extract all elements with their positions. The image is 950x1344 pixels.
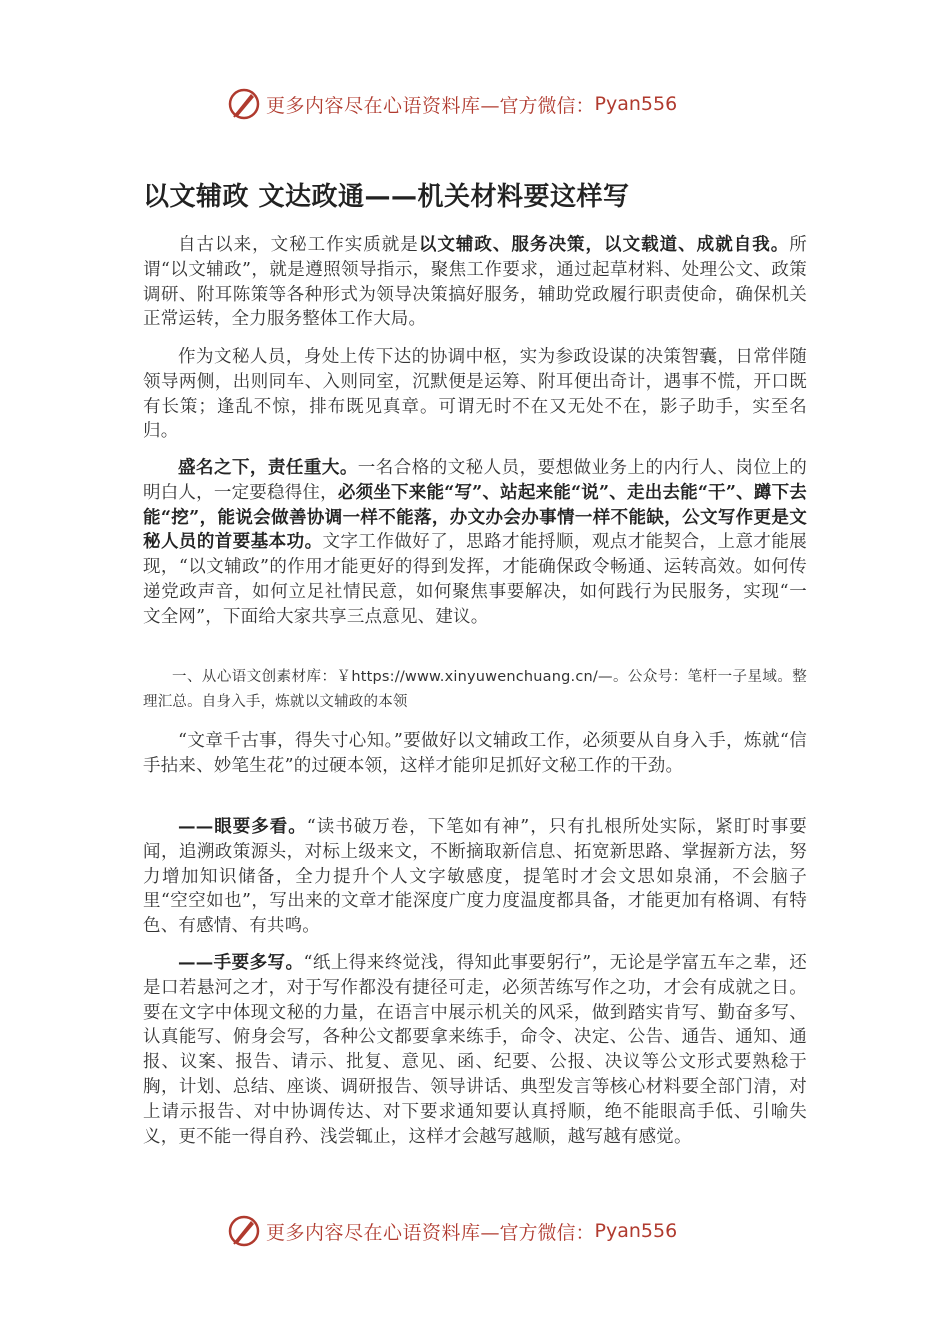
p3-text-1: 一名合格的文秘人员，要想做业务上的内行人、岗位上的明白人，一定要稳得住， xyxy=(143,458,808,503)
banner-text-tail: —官方微信： xyxy=(480,94,595,117)
banner-text-main: 更多内容尽在心语资料库 xyxy=(266,1221,481,1244)
paragraph-6 xyxy=(143,815,807,939)
p6-bold: ——眼要多看。 xyxy=(178,817,307,837)
paragraph-1 xyxy=(143,233,807,332)
p3-text-2: 文字工作做好了，思路才能捋顺，观点才能契合，上意才能展现，“以文辅政”的作用才能更好的得到发挥，才能确保政令畅通、运转高效。如何传递党政声音，如何立足社情民意，如何聚焦事要解决，如何践行为民服务，实现“一文全网”，下面给大家共享三点意见、建议。 xyxy=(143,532,807,627)
page-title: 以文辅政 文达政通——机关材料要这样写 xyxy=(143,182,630,212)
paragraph-2: 作为文秘人员，身处上传下达的协调中枢，实为参政设谋的决策智囊，日常伴随领导两侧，出则同车、入则同室，沉默便是运筹、附耳便出奇计，遇事不慌，开口既有长策；逢乱不惊，排布既见真章。可谓无时不在又无处不在，影子助手，实至名归。 xyxy=(143,347,807,442)
p4-text-1: 一、从心语文创素材库：￥ xyxy=(172,669,352,685)
header-banner xyxy=(226,84,726,124)
banner-wechat-id: Pyan556 xyxy=(594,93,678,115)
quill-circle-logo-icon xyxy=(226,86,262,122)
paragraph-7 xyxy=(143,951,807,1149)
p1-lead: 自古以来，文秘工作实质就是 xyxy=(178,235,419,255)
p7-bold: ——手要多写。 xyxy=(178,953,304,973)
p3-bold-1: 盛名之下，责任重大。 xyxy=(178,458,358,478)
p1-bold: 以文辅政、服务决策，以文载道、成就自我。 xyxy=(418,235,790,255)
footer-banner xyxy=(226,1211,726,1251)
p4-text-2: —。公众号：笔杆一子星域。整理汇总。自身入手，炼就以文辅政的本领 xyxy=(143,669,807,710)
p6-text: “读书破万卷，下笔如有神”，只有扎根所处实际，紧盯时事要闻，追溯政策源头，对标上级来文，不断摘取新信息、拓宽新思路、掌握新方法，努力增加知识储备，全力提升个人文字敏感度，提笔时才会文思如泉涌，不会脑子里“空空如也”，写出来的文章才能深度广度力度温度都具备，才能更加有格调、有特色、有感情、有共鸣。 xyxy=(143,817,807,937)
banner-text-main: 更多内容尽在心语资料库 xyxy=(266,94,481,117)
banner-wechat-id: Pyan556 xyxy=(594,1220,678,1242)
source-url-link[interactable]: https://www.xinyuwenchuang.cn/ xyxy=(351,669,599,685)
p1-rest: 所谓“以文辅政”，就是遵照领导指示，聚焦工作要求，通过起草材料、处理公文、政策调研、附耳陈策等各种形式为领导决策搞好服务，辅助党政履行职责使命，确保机关正常运转，全力服务整体工作大局。 xyxy=(143,235,807,330)
p3-bold-2: 必须坐下来能“写”、站起来能“说”、走出去能“干”、蹲下去能“挖”，能说会做善协调一样不能落，办文办会办事情一样不能缺，公文写作更是文秘人员的首要基本功。 xyxy=(143,482,807,553)
paragraph-3 xyxy=(143,456,807,630)
p7-text: “纸上得来终觉浅，得知此事要躬行”，无论是学富五车之辈，还是口若悬河之才，对于写作都没有捷径可走，必须苦练写作之功，才会有成就之日。要在文字中体现文秘的力量，在语言中展示机关的风采，做到踏实肯写、勤奋多写、认真能写、俯身会写，各种公文都要拿来练手，命令、决定、公告、通告、通知、通报、议案、报告、请示、批复、意见、函、纪要、公报、决议等公文形式要熟稔于胸，计划、总结、座谈、调研报告、领导讲话、典型发言等核心材料要全部门清，对上请示报告、对中协调传达、对下要求通知要认真捋顺，绝不能眼高手低、引喻失义，更不能一得自矜、浅尝辄止，这样才会越写越顺，越写越有感觉。 xyxy=(143,953,807,1147)
paragraph-4-source xyxy=(143,665,807,715)
quill-circle-logo-icon xyxy=(226,1213,262,1249)
paragraph-5: “文章千古事，得失寸心知。”要做好以文辅政工作，必须要从自身入手，炼就“信手拈来、妙笔生花”的过硬本领，这样才能卯足抓好文秘工作的干劲。 xyxy=(143,731,807,776)
banner-text-tail: —官方微信： xyxy=(480,1221,595,1244)
